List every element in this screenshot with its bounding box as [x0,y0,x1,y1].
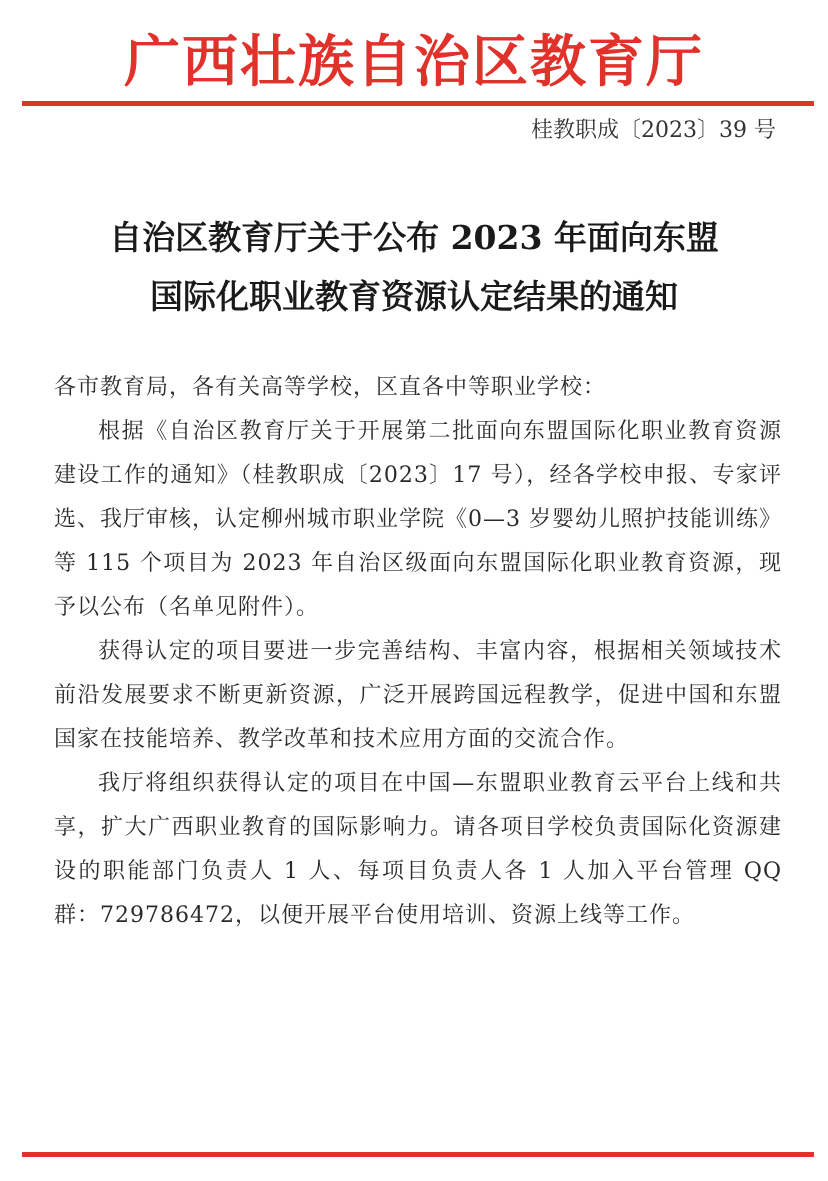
agency-header: 广西壮族自治区教育厅 [124,29,704,95]
footer-red-rule [22,1152,814,1157]
document-title [40,208,788,326]
document-body [54,366,782,938]
body-paragraph-2: 获得认定的项目要进一步完善结构、丰富内容，根据相关领域技术前沿发展要求不断更新资源，广泛开展跨国远程教学，促进中国和东盟国家在技能培养、教学改革和技术应用方面的交流合作。 [54,639,782,752]
body-paragraph-3: 我厅将组织获得认定的项目在中国—东盟职业教育云平台上线和共享，扩大广西职业教育的国际影响力。请各项目学校负责国际化资源建设的职能部门负责人 1 人、每项目负责人各 1 人加入平台管理 QQ 群：729786472，以便开展平台使用培训、资源上线等工作。 [54,771,782,928]
salutation: 各市教育局，各有关高等学校，区直各中等职业学校： [54,375,607,400]
document-number: 桂教职成〔2023〕39 号 [531,118,776,143]
body-paragraph-1: 根据《自治区教育厅关于开展第二批面向东盟国际化职业教育资源建设工作的通知》（桂教职成〔2023〕17 号），经各学校申报、专家评选、我厅审核，认定柳州城市职业学院《0—3 岁婴幼儿照护技能训练》等 115 个项目为 2023 年自治区级面向东盟国际化职业教育资源，现予以公布（名单见附件）。 [54,419,782,620]
title-line-2: 国际化职业教育资源认定结果的通知 [150,277,678,316]
title-line-1: 自治区教育厅关于公布 2023 年面向东盟 [109,218,719,257]
header-red-rule [22,101,814,106]
